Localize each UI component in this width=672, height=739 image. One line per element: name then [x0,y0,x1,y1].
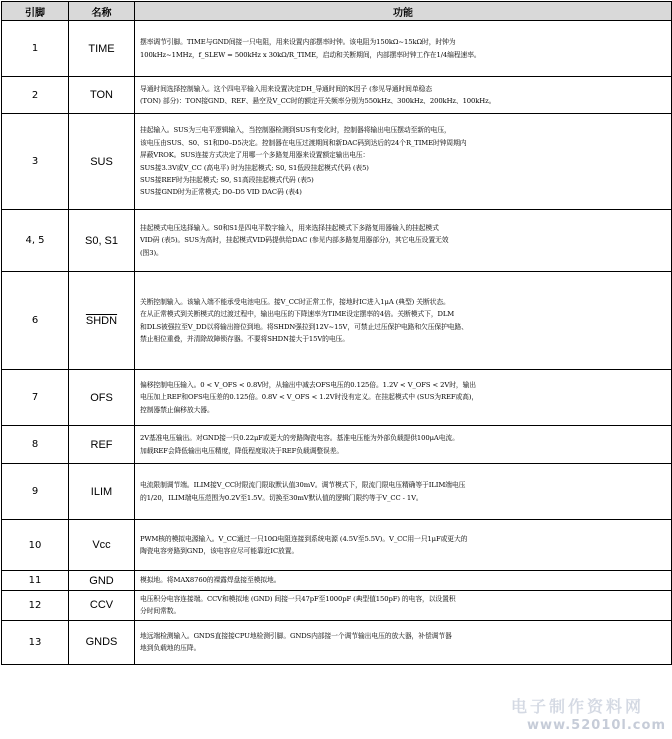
pin-function [135,210,672,272]
pin-name: SUS [69,114,135,210]
pin-function-table [1,1,672,665]
function-line: 模拟地。将MAX8760的裸露焊盘接至模拟地。 [140,576,281,585]
table-row [2,77,672,114]
pin-name: SHDN [69,272,135,370]
pin-name: S0, S1 [69,210,135,272]
pin-function [135,571,672,591]
function-line: 挂起模式电压选择输入。S0和S1是四电平数字输入，用来选择挂起模式下多路复用器输入的挂起模式 [140,223,439,232]
function-line: 禁止相位重叠，并清除故障锁存器。不要将SHDN接大于15V的电压。 [140,334,349,343]
header-pin: 引脚 [2,2,69,21]
function-line: 关断控制输入。该输入端不能承受电池电压。接V_CC时正常工作，接地时IC进入1μA (典型) 关断状态。 [140,297,450,306]
watermark-url: www.52010l.com [527,718,666,733]
function-line: 分时间常数。 [140,607,181,616]
pin-number: 1 [2,21,69,77]
pin-name: TIME [69,21,135,77]
table-header-row [2,2,672,21]
pin-function [135,77,672,114]
function-line: VID码 (表5)。SUS为高时，挂起模式VID码提供给DAC (参见内部多路复用器部分)，其它电压设置无效 [140,236,449,245]
pin-number: 7 [2,370,69,426]
pin-name: GND [69,571,135,591]
function-line: 2V基准电压输出。对GND接一只0.22μF或更大的旁路陶瓷电容。基准电压能为外部负载提供100μA电流。 [140,434,459,443]
function-line: 该电压由SUS、S0、S1和D0–D5决定。控制器在电压过渡期间和新DAC码到达后的24个R_TIME时钟周期内 [140,138,467,147]
function-line: (TON) 部分)：TON接GND、REF、悬空及V_CC时的额定开关频率分别为550kHz、300kHz、200kHz、100kHz。 [140,97,496,105]
function-line: PWM核的模拟电源输入。V_CC通过一只10Ω电阻连接到系统电源 (4.5V至5.5V)。V_CC用一只1μF或更大的 [140,534,468,543]
function-line: 和DLS被强拉至V_DD以将输出箝位到地。将SHDN强拉到12V~15V，可禁止过压保护电路和欠压保护电路、 [140,322,468,331]
pin-number: 2 [2,77,69,114]
function-line: 地到负载地的压降。 [140,644,201,653]
pin-number: 10 [2,520,69,571]
pin-function [135,591,672,621]
pin-function [135,464,672,520]
pin-number: 13 [2,620,69,664]
pin-function [135,520,672,571]
pin-function [135,620,672,664]
table-row [2,114,672,210]
pin-number: 6 [2,272,69,370]
pin-function [135,370,672,426]
function-line: 电压加上REF和OFS电压差的0.125倍。0.8V < V_OFS < 1.2V时没有定义。在挂起模式中 (SUS为REF或高)， [140,393,479,402]
pin-function [135,272,672,370]
pin-number: 3 [2,114,69,210]
pin-function [135,21,672,77]
function-line: 的1/20，ILIM端电压范围为0.2V至1.5V。切换至30mV默认值的逻辑门限约等于V_CC - 1V。 [140,493,423,502]
table-row [2,571,672,591]
function-line: 在从正常模式到关断模式的过渡过程中，输出电压的下降速率为TIME设定摆率的4倍。关断模式下，DLM [140,310,455,319]
pin-name: TON [69,77,135,114]
function-line: SUS接GND时为正常模式; D0–D5 VID DAC码 (表4) [140,188,302,197]
table-row [2,464,672,520]
pin-name: ILIM [69,464,135,520]
function-line: 电压积分电容连接端。CCV和模拟地 (GND) 间接一只47pF至1000pF (典型值150pF) 的电容，以设置积 [140,595,456,603]
table-row [2,272,672,370]
pin-name: REF [69,426,135,464]
function-line: 100kHz~1MHz，f_SLEW = 500kHz x 30kΩ/R_TIME，启动和关断期间，内部摆率时钟工作在1/4编程速率。 [140,50,481,59]
function-line: 加载REF会降低输出电压精度，降低程度取决于REF负载调整误差。 [140,446,344,455]
pin-name: CCV [69,591,135,621]
function-line: 地远端检测输入。GNDS直接接CPU地检测引脚。GNDS内部接一个调节输出电压的放大器，补偿调节器 [140,631,452,640]
table-row [2,620,672,664]
pin-name: Vcc [69,520,135,571]
function-line: 导通时间选择控制输入。这个四电平输入用来设置决定DH_导通时间的K因子 (参见导通时间单稳态 [140,84,432,93]
function-line: SUS接REF时为挂起模式; S0, S1高段挂起模式代码 (表5) [140,175,314,184]
pin-number: 9 [2,464,69,520]
pin-number: 8 [2,426,69,464]
function-line: 控制器禁止偏移放大器。 [140,405,214,414]
function-line: 屏蔽VROK。SUS连接方式决定了用哪一个多路复用器来设置额定输出电压： [140,151,370,160]
function-line: 挂起输入。SUS为三电平逻辑输入，当控制器检测到SUS有变化时，控制器将输出电压摆动至新的电压， [140,126,451,135]
pin-name: OFS [69,370,135,426]
pin-name: GNDS [69,620,135,664]
pin-number: 11 [2,571,69,591]
pin-number: 4, 5 [2,210,69,272]
pin-function [135,426,672,464]
pin-function [135,114,672,210]
function-line: 电流限制调节端。ILIM接V_CC时限流门限取默认值30mV。调节模式下，限流门限电压精确等于ILIM端电压 [140,481,466,490]
table-row [2,520,672,571]
header-name: 名称 [69,2,135,21]
function-line: 摆率调节引脚。TIME与GND间接一只电阻，用来设置内部摆率时钟。该电阻为150kΩ~15kΩ时，时钟为 [140,38,456,47]
pin-number: 12 [2,591,69,621]
table-row [2,370,672,426]
function-line: (图3)。 [140,248,163,257]
watermark-text: 电子制作资料网 [510,697,644,716]
table-row [2,426,672,464]
header-function: 功能 [135,2,672,21]
table-row [2,210,672,272]
function-line: SUS接3.3V或V_CC (高电平) 时为挂起模式; S0, S1低段挂起模式代码 (表5) [140,163,369,172]
table-row [2,21,672,77]
function-line: 偏移控制电压输入。0 < V_OFS < 0.8V时，从输出中减去OFS电压的0.125倍。1.2V < V_OFS < 2V时，输出 [140,380,476,389]
function-line: 陶瓷电容旁路到GND，该电容应尽可能靠近IC放置。 [140,547,299,555]
table-row [2,591,672,621]
